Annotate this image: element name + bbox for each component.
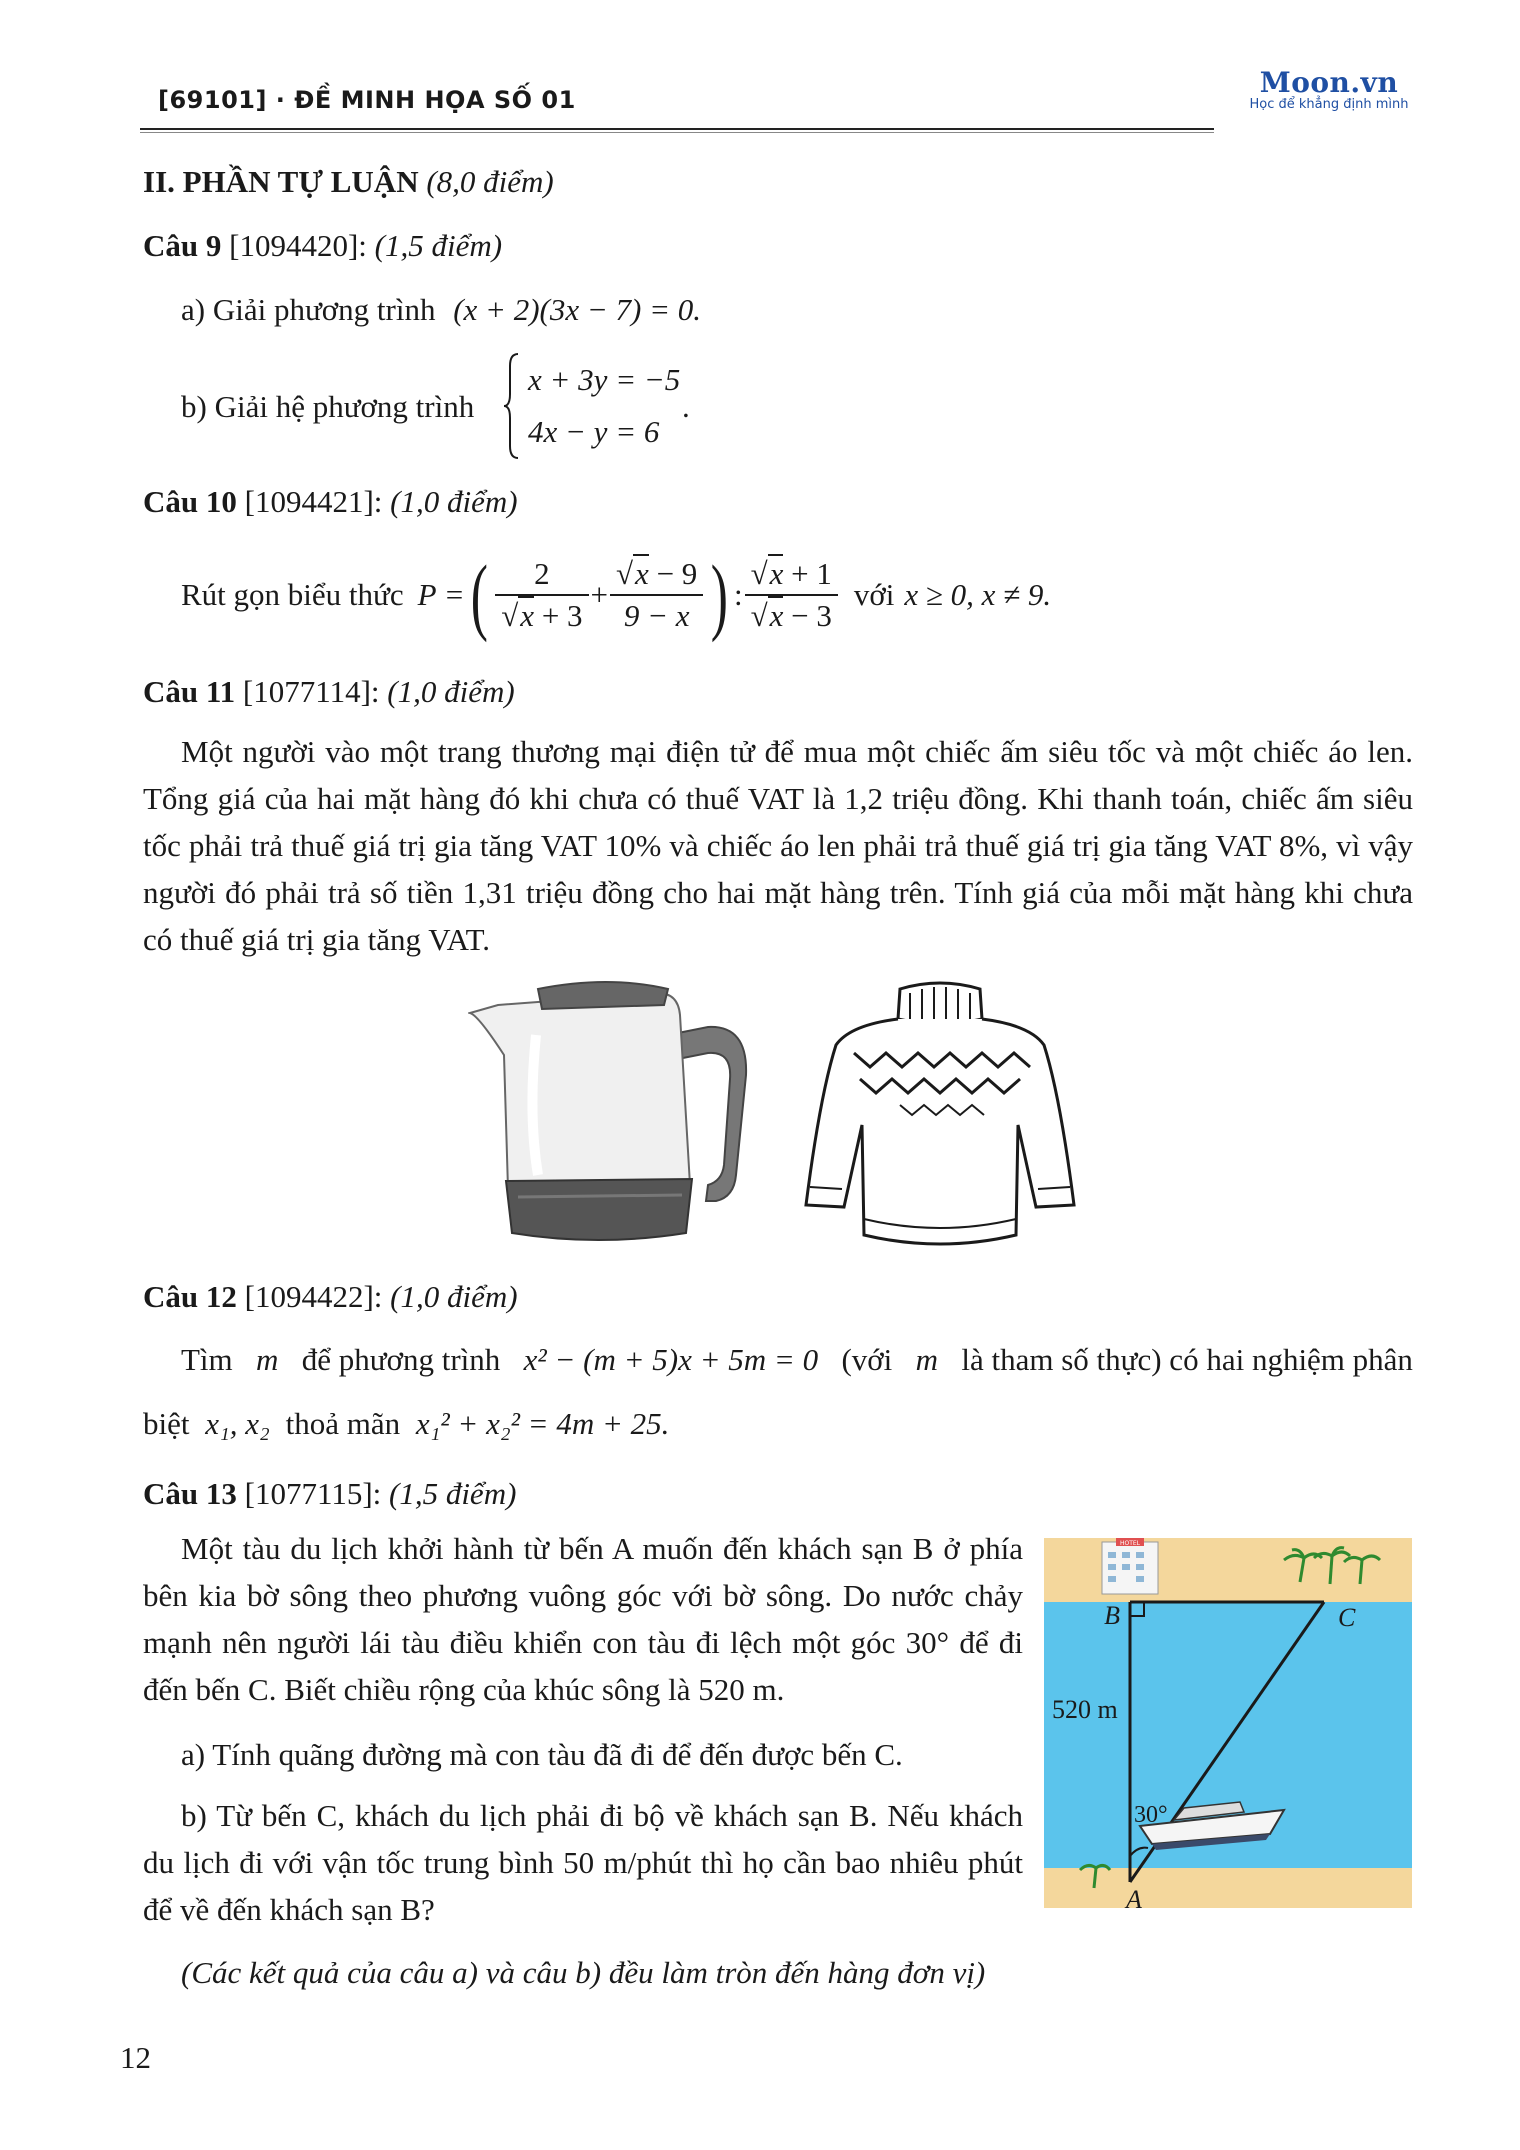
q9-part-b-text: b) Giải hệ phương trình [181, 389, 475, 424]
q9-part-a: a) Giải phương trình (x + 2)(3x − 7) = 0. [181, 292, 702, 327]
fraction-2: $\frac{√x - 9}{9 - x}$ [610, 554, 703, 636]
sweater-illustration [800, 975, 1080, 1260]
system-eq1: x + 3y = −5 [528, 362, 681, 397]
q13-note: (Các kết quả của câu a) và câu b) đều làm tròn đến hàng đơn vị) [181, 1955, 986, 1990]
fraction-1: $\frac{2}{√x + 3}$ [495, 554, 588, 636]
angle-label: 30° [1134, 1802, 1168, 1828]
q9-heading: Câu 9 [1094420]: (1,5 điểm) [143, 228, 503, 263]
q10-heading: Câu 10 [1094421]: (1,0 điểm) [143, 484, 518, 519]
q11-heading: Câu 11 [1077114]: (1,0 điểm) [143, 674, 515, 709]
q12-heading: Câu 12 [1094422]: (1,0 điểm) [143, 1279, 518, 1314]
section-title: II. PHẦN TỰ LUẬN (8,0 điểm) [143, 164, 554, 199]
label-A: A [1126, 1885, 1142, 1908]
moon-logo [1244, 66, 1414, 112]
system-eq2: 4x − y = 6 [528, 414, 660, 449]
right-paren: ) [711, 547, 729, 643]
label-B: B [1104, 1601, 1120, 1630]
q10-expression: Rút gọn biểu thức P = ( $\frac{2}{√x + 3}$ + $\frac{√x - 9}{9 - x}$ ) : $\frac{√x + 1}{√x - 3}$ với x ≥ 0, x ≠ 9. [181, 547, 1052, 643]
label-C: C [1338, 1603, 1356, 1632]
q13-heading: Câu 13 [1077115]: (1,5 điểm) [143, 1476, 517, 1511]
q13-body: Một tàu du lịch khởi hành từ bến A muốn đến khách sạn B ở phía bên kia bờ sông theo phương vuông góc với bờ sông. Do nước chảy mạnh nên người lái tàu điều khiển con tàu đi lệch một góc 30° để đi đến bến C. Biết chiều rộng của khúc sông là 520 m. [143, 1531, 1023, 1707]
width-label: 520 m [1052, 1695, 1118, 1724]
fraction-3: $\frac{√x + 1}{√x - 3}$ [745, 554, 838, 636]
q13-part-b: b) Từ bến C, khách du lịch phải đi bộ về khách sạn B. Nếu khách du lịch đi với vận tốc trung bình 50 m/phút thì họ cần bao nhiêu phút để về đến khách sạn B? [143, 1798, 1023, 1927]
kettle-illustration [468, 975, 758, 1255]
near-bank [1044, 1868, 1412, 1908]
river-figure [1044, 1538, 1412, 1908]
system-brace [502, 352, 522, 460]
header-rule-thin [140, 132, 1214, 133]
page-number: 12 [120, 2040, 151, 2075]
q13-part-a: a) Tính quãng đường mà con tàu đã đi để đến được bến C. [181, 1737, 903, 1772]
logo-tagline: Học để khẳng định mình [1249, 97, 1409, 112]
q12-line2: biệt x₁, x₂ thoả mãn x₁² + x₂² = 4m + 25. [143, 1406, 670, 1441]
left-paren: ( [470, 547, 488, 643]
system-end: . [682, 389, 690, 424]
q12-line1: Tìm m để phương trình x² − (m + 5)x + 5m = 0 (với m là tham số thực) có hai nghiệm phân [181, 1342, 1413, 1377]
hotel-sign: HOTEL [1119, 1540, 1141, 1547]
q11-body: Một người vào một trang thương mại điện tử để mua một chiếc ấm siêu tốc và một chiếc áo len. Tổng giá của hai mặt hàng đó khi chưa có thuế VAT là 1,2 triệu đồng. Khi thanh toán, chiếc ấm siêu tốc phải trả thuế giá trị gia tăng VAT 10% và chiếc áo len phải trả thuế giá trị gia tăng VAT 8%, vì vậy người đó phải trả số tiền 1,31 triệu đồng cho hai mặt hàng trên. Tính giá của mỗi mặt hàng khi chưa có thuế giá trị gia tăng VAT. [143, 734, 1413, 957]
far-bank [1044, 1538, 1412, 1602]
header-rule [140, 128, 1214, 130]
logo-text: Moon.vn [1259, 66, 1399, 99]
header-code: [69101] · ĐỀ MINH HỌA SỐ 01 [158, 86, 576, 114]
